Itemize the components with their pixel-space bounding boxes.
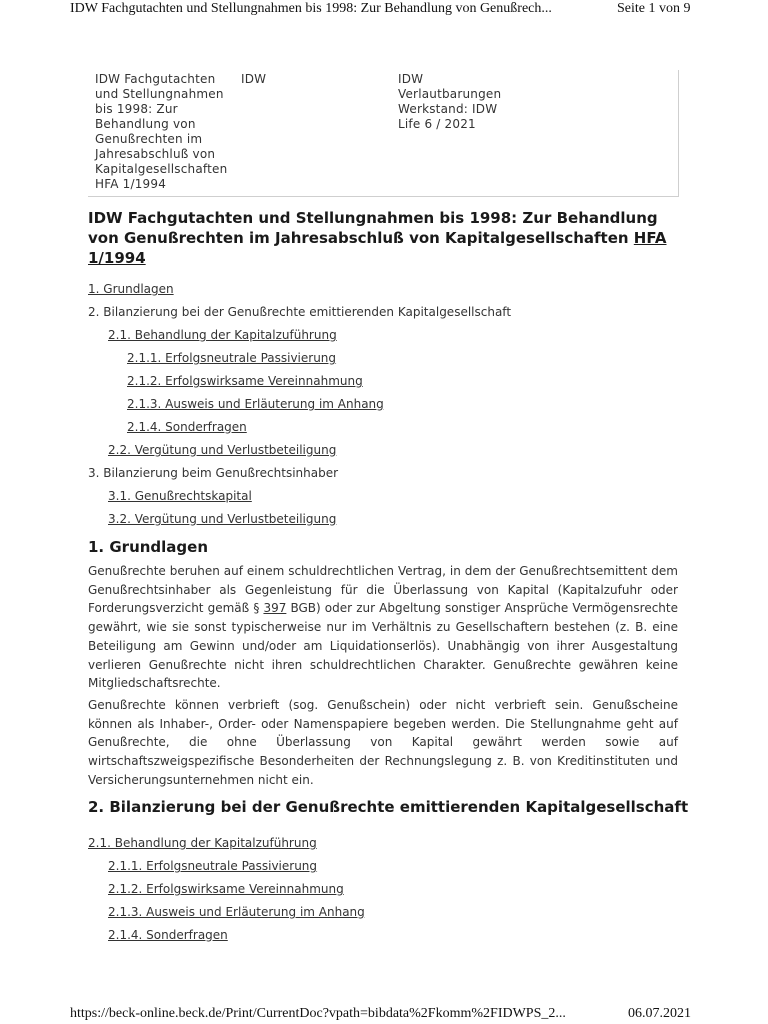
source-url: https://beck-online.beck.de/Print/CurrentDoc?vpath=bibdata%2Fkomm%2FIDWPS_2... — [70, 1006, 566, 1021]
toc-item — [88, 396, 688, 419]
bgb-397-link[interactable]: 397 — [263, 601, 287, 616]
meta-title-line: Genußrechten im — [95, 132, 203, 146]
table-of-contents — [88, 281, 688, 534]
subnav-item — [88, 835, 688, 858]
print-header — [0, 0, 768, 20]
paragraph-text: Genußrechte beruhen auf einem schuldrechtlichen Vertrag, in dem der Genußrechtsemittent dem Genußrechtsinhaber als Gegenleistung für die Überlassung von Kapital (Kapitalzufuhr oder Forderungsverzicht gemäß § — [88, 564, 678, 616]
toc-heading-3: 3. Bilanzierung beim Genußrechtsinhaber — [88, 466, 339, 480]
toc-link-1[interactable]: 1. Grundlagen — [88, 282, 174, 296]
print-footer — [0, 1006, 768, 1024]
toc-link-2-1-1[interactable]: 2.1.1. Erfolgsneutrale Passivierung — [127, 351, 337, 365]
subnav-link-2-1-2[interactable]: 2.1.2. Erfolgswirksame Vereinnahmung — [108, 882, 344, 896]
toc-item — [88, 419, 688, 442]
meta-title-column — [95, 72, 235, 192]
section-1-paragraph-1 — [88, 562, 678, 693]
toc-heading-2: 2. Bilanzierung bei der Genußrechte emittierenden Kapitalgesellschaft — [88, 305, 512, 319]
hfa-link[interactable]: HFA 1/1994 — [88, 229, 667, 267]
toc-item — [88, 442, 688, 465]
meta-author: IDW — [241, 72, 267, 86]
toc-link-2-1-4[interactable]: 2.1.4. Sonderfragen — [127, 420, 247, 434]
toc-link-2-1-3[interactable]: 2.1.3. Ausweis und Erläuterung im Anhang — [127, 397, 384, 411]
toc-link-3-2[interactable]: 3.2. Vergütung und Verlustbeteiligung — [108, 512, 337, 526]
meta-source-line: Life 6 / 2021 — [398, 117, 476, 131]
subnav-link-2-1[interactable]: 2.1. Behandlung der Kapitalzuführung — [88, 836, 317, 850]
meta-title-line: Behandlung von — [95, 117, 196, 131]
toc-item — [88, 373, 688, 396]
print-date: 06.07.2021 — [628, 1006, 691, 1021]
subnav-item — [88, 881, 688, 904]
toc-link-2-1-2[interactable]: 2.1.2. Erfolgswirksame Vereinnahmung — [127, 374, 363, 388]
print-header-title: IDW Fachgutachten und Stellungnahmen bis 1998: Zur Behandlung von Genußrech... — [70, 1, 552, 16]
toc-item — [88, 350, 688, 373]
subnav-item — [88, 927, 688, 950]
subnav-link-2-1-3[interactable]: 2.1.3. Ausweis und Erläuterung im Anhang — [108, 905, 365, 919]
meta-source-line: Verlautbarungen — [398, 87, 502, 101]
subnav-link-2-1-4[interactable]: 2.1.4. Sonderfragen — [108, 928, 228, 942]
toc-link-2-1[interactable]: 2.1. Behandlung der Kapitalzuführung — [108, 328, 337, 342]
meta-title-line: Kapitalgesellschaften — [95, 162, 228, 176]
toc-item — [88, 511, 688, 534]
subnav-item — [88, 858, 688, 881]
toc-item — [88, 327, 688, 350]
document-meta-table — [88, 70, 679, 197]
toc-link-3-1[interactable]: 3.1. Genußrechtskapital — [108, 489, 252, 503]
meta-title-line: IDW Fachgutachten — [95, 72, 216, 86]
section-1-paragraph-2: Genußrechte können verbrieft (sog. Genußschein) oder nicht verbrieft sein. Genußscheine können als Inhaber-, Order- oder Namenspapiere begeben werden. Die Stellungnahme geht auf Genußrechte, die ohne Überlassung von Kapital gewährt werden sowie auf wirtschaftszweigspezifische Besonderheiten der Rechnungslegung z. B. von Kreditinstituten und Versicherungsunternehmen nicht ein. — [88, 698, 678, 787]
page-number: Seite 1 von 9 — [617, 1, 691, 16]
section-2-subnav — [88, 835, 688, 950]
toc-item — [88, 488, 688, 511]
document-title — [88, 208, 678, 268]
toc-link-2-2[interactable]: 2.2. Vergütung und Verlustbeteiligung — [108, 443, 337, 457]
meta-title-line: Jahresabschluß von — [95, 147, 216, 161]
subnav-item — [88, 904, 688, 927]
toc-item — [88, 281, 688, 304]
meta-source-line: IDW — [398, 72, 424, 86]
meta-title-line: bis 1998: Zur — [95, 102, 178, 116]
section-1-heading: 1. Grundlagen — [88, 538, 209, 556]
meta-source-line: Werkstand: IDW — [398, 102, 498, 116]
paragraph-text: BGB) oder zur Abgeltung sonstiger Ansprüche Vermögensrechte gewährt, wie sie sonst typischerweise nur im Verhältnis zu Gesellschaftern bestehen (z. B. eine Beteiligung am Gewinn und/oder am Liquidationserlös). Unabhängig von ihrer Ausgestaltung verlieren Genußrechte nicht ihren schuldrechtlichen Charakter. Genußrechte gewähren keine Mitgliedschaftsrechte. — [88, 601, 679, 691]
meta-title-line: HFA 1/1994 — [95, 177, 167, 191]
meta-source-column — [398, 72, 548, 132]
meta-title-line: und Stellungnahmen — [95, 87, 224, 101]
meta-author-column — [241, 72, 381, 87]
toc-item — [88, 304, 688, 327]
subnav-link-2-1-1[interactable]: 2.1.1. Erfolgsneutrale Passivierung — [108, 859, 318, 873]
section-2-heading: 2. Bilanzierung bei der Genußrechte emittierenden Kapitalgesellschaft — [88, 798, 689, 816]
toc-item — [88, 465, 688, 488]
document-title-text: IDW Fachgutachten und Stellungnahmen bis 1998: Zur Behandlung von Genußrechten im Jahresabschluß von Kapitalgesellschaften — [88, 209, 658, 247]
